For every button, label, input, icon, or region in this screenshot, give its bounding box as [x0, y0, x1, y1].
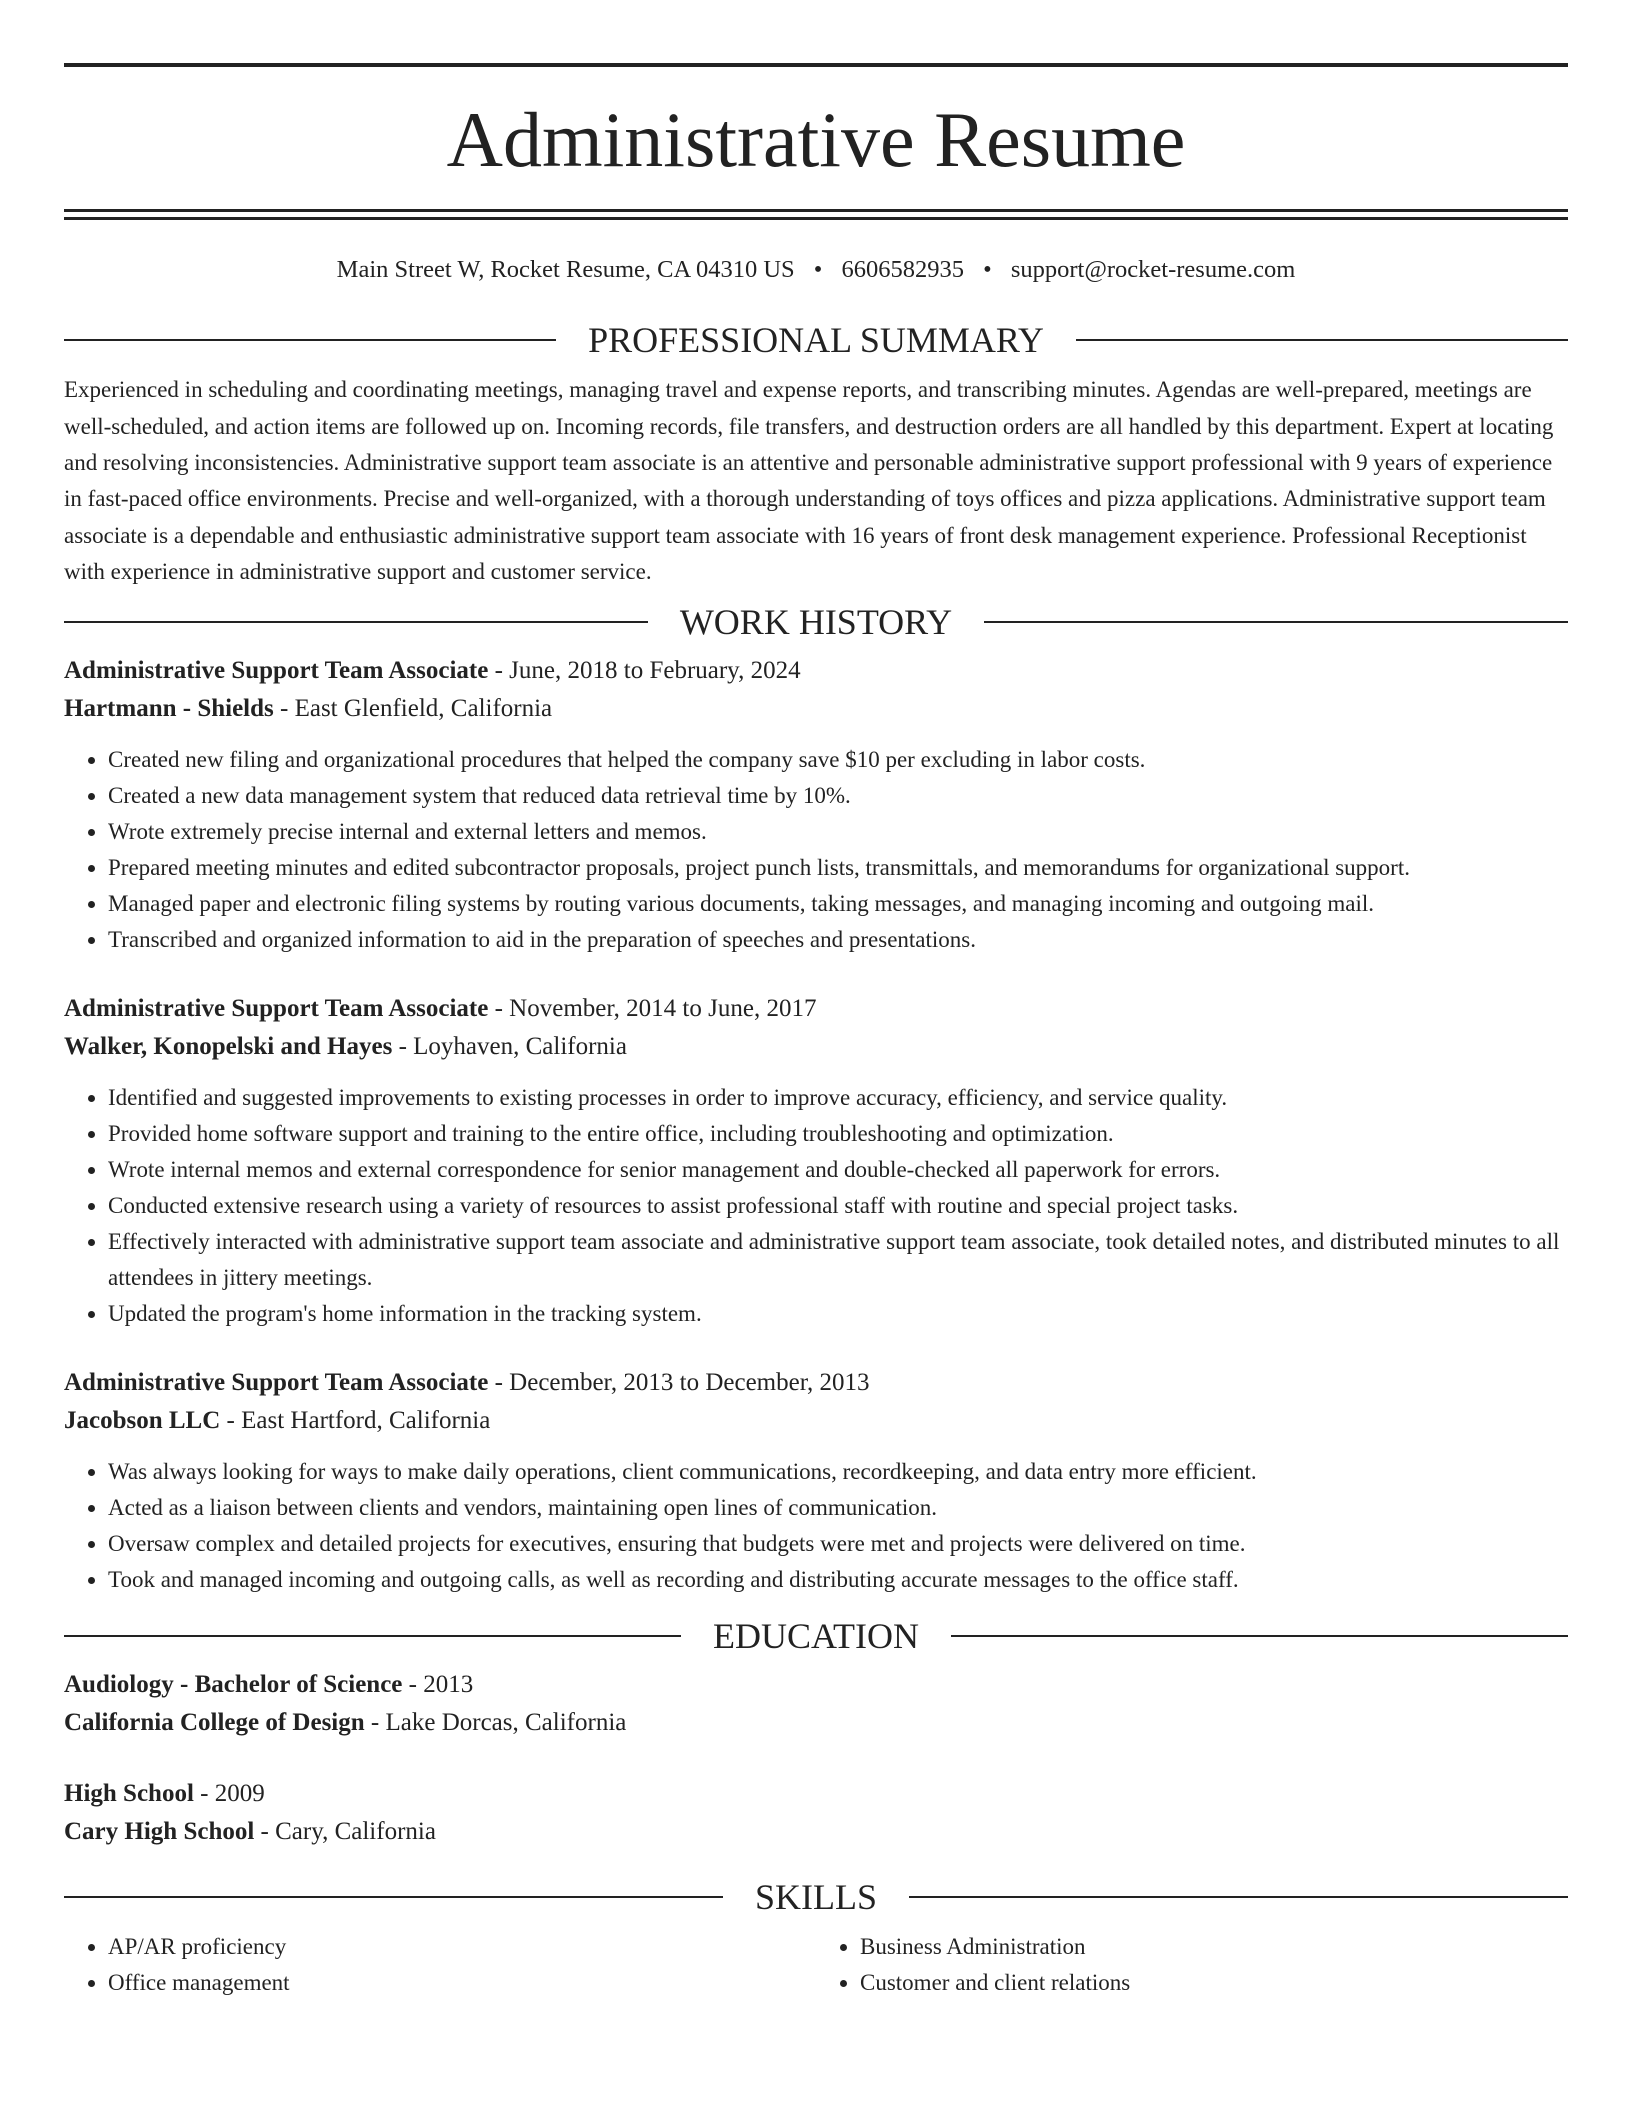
heading-rule [1076, 339, 1568, 341]
education-location: - Lake Dorcas, California [370, 1709, 627, 1737]
list-item: • Business Administration [860, 1929, 1568, 1965]
list-item: • Effectively interacted with administrative support team associate and administrative support team associate, took detailed notes, and distributed minutes to all attendees in jittery meetings. [108, 1224, 1568, 1296]
section-heading-skills [64, 1877, 1568, 1918]
job-title-line [64, 652, 1568, 690]
job-location: - Loyhaven, California [398, 1033, 627, 1061]
job-title: Administrative Support Team Associate [64, 995, 489, 1023]
list-item: • Acted as a liaison between clients and vendors, maintaining open lines of communication. [108, 1490, 1568, 1526]
list-item: • Created new filing and organizational procedures that helped the company save $10 per excluding in labor costs. [108, 742, 1568, 778]
list-item: • Wrote extremely precise internal and external letters and memos. [108, 814, 1568, 850]
section-title: PROFESSIONAL SUMMARY [588, 320, 1044, 361]
skills-column-right [816, 1929, 1568, 2001]
list-item: • Identified and suggested improvements to existing processes in order to improve accuracy, efficiency, and service quality. [108, 1080, 1568, 1116]
education-degree-line [64, 1666, 1568, 1704]
list-item: • Wrote internal memos and external correspondence for senior management and double-checked all paperwork for errors. [108, 1152, 1568, 1188]
education-school-line [64, 1704, 1568, 1742]
list-item: • Conducted extensive research using a variety of resources to assist professional staff with routine and special project tasks. [108, 1188, 1568, 1224]
job-entry [64, 990, 1568, 1332]
list-item: • Office management [108, 1965, 816, 2001]
education-school: Cary High School [64, 1818, 255, 1846]
contact-separator: • [813, 256, 823, 283]
job-company: Hartmann - Shields [64, 695, 274, 723]
heading-rule [951, 1635, 1568, 1637]
list-item: • AP/AR proficiency [108, 1929, 816, 1965]
education-year: - 2013 [408, 1671, 474, 1699]
list-item: • Prepared meeting minutes and edited subcontractor proposals, project punch lists, transmittals, and memorandums for organizational support. [108, 850, 1568, 886]
job-location: - East Glenfield, California [280, 695, 553, 723]
education-degree: High School [64, 1780, 194, 1808]
job-dates: - November, 2014 to June, 2017 [494, 995, 817, 1023]
heading-rule [64, 339, 556, 341]
job-bullets [64, 1454, 1568, 1598]
heading-rule [64, 1635, 681, 1637]
contact-separator: • [983, 256, 992, 283]
section-title: WORK HISTORY [679, 602, 953, 643]
contact-line [64, 255, 1568, 284]
contact-address: Main Street W, Rocket Resume, CA 04310 US [336, 256, 795, 283]
list-item: • Oversaw complex and detailed projects for executives, ensuring that budgets were met and projects were delivered on time. [108, 1526, 1568, 1562]
list-item: • Took and managed incoming and outgoing calls, as well as recording and distributing accurate messages to the office staff. [108, 1562, 1568, 1598]
section-title: EDUCATION [713, 1616, 919, 1657]
list-item: • Customer and client relations [860, 1965, 1568, 2001]
heading-rule [984, 621, 1568, 623]
education-year: - 2009 [200, 1780, 265, 1808]
section-heading-summary [64, 320, 1568, 361]
section-heading-work [64, 602, 1568, 643]
heading-rule [64, 621, 648, 623]
title-double-rule [64, 209, 1568, 220]
skills-column-left [64, 1929, 816, 2001]
contact-email: support@rocket-resume.com [1010, 256, 1296, 283]
job-dates: - December, 2013 to December, 2013 [494, 1369, 870, 1397]
job-entry [64, 652, 1568, 958]
job-title-line [64, 990, 1568, 1028]
job-dates: - June, 2018 to February, 2024 [494, 657, 801, 685]
contact-phone: 6606582935 [841, 256, 964, 283]
section-title: SKILLS [755, 1877, 878, 1918]
education-school-line [64, 1813, 1568, 1851]
job-location: - East Hartford, California [226, 1407, 491, 1435]
list-item: • Transcribed and organized information to aid in the preparation of speeches and presentations. [108, 922, 1568, 958]
job-company-line [64, 1402, 1568, 1440]
list-item: • Created a new data management system that reduced data retrieval time by 10%. [108, 778, 1568, 814]
job-entry [64, 1364, 1568, 1598]
list-item: • Was always looking for ways to make daily operations, client communications, recordkeeping, and data entry more efficient. [108, 1454, 1568, 1490]
job-bullets [64, 742, 1568, 958]
heading-rule [909, 1896, 1568, 1898]
education-school: California College of Design [64, 1709, 365, 1737]
job-company: Jacobson LLC [64, 1407, 221, 1435]
education-entry [64, 1666, 1568, 1742]
top-rule [64, 63, 1568, 67]
section-heading-education [64, 1616, 1568, 1657]
job-company-line [64, 690, 1568, 728]
skills-list [64, 1929, 1568, 2001]
education-location: - Cary, California [260, 1818, 436, 1846]
job-bullets [64, 1080, 1568, 1332]
job-company: Walker, Konopelski and Hayes [64, 1033, 393, 1061]
summary-text: Experienced in scheduling and coordinating meetings, managing travel and expense reports, and transcribing minutes. Agendas are well-prepared, meetings are well-scheduled, and action items are followed up on. Incoming records, file transfers, and destruction orders are all handled by this department. Expert at locating and resolving inconsistencies. Administrative support team associate is an attentive and personable administrative support professional with 9 years of experience in fast-paced office environments. Precise and well-organized, with a thorough understanding of toys offices and pizza applications. Administrative support team associate is a dependable and enthusiastic administrative support team associate with 16 years of front desk management experience. Professional Receptionist with experience in administrative support and customer service. [64, 377, 1554, 584]
job-title: Administrative Support Team Associate [64, 1369, 489, 1397]
heading-rule [64, 1896, 723, 1898]
list-item: • Provided home software support and training to the entire office, including troubleshooting and optimization. [108, 1116, 1568, 1152]
job-title-line [64, 1364, 1568, 1402]
job-title: Administrative Support Team Associate [64, 657, 489, 685]
education-entry [64, 1775, 1568, 1851]
education-degree-line [64, 1775, 1568, 1813]
resume-title: Administrative Resume [446, 96, 1186, 183]
list-item: • Updated the program's home information in the tracking system. [108, 1296, 1568, 1332]
list-item: • Managed paper and electronic filing systems by routing various documents, taking messages, and managing incoming and outgoing mail. [108, 886, 1568, 922]
education-degree: Audiology - Bachelor of Science [64, 1671, 403, 1699]
job-company-line [64, 1028, 1568, 1066]
